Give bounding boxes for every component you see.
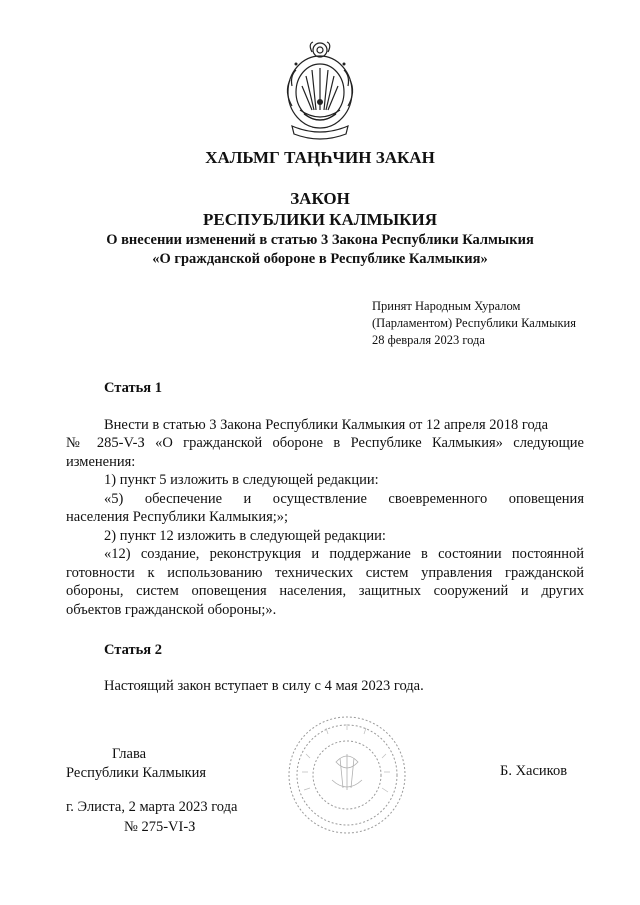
adoption-line-1: Принят Народным Хуралом — [372, 299, 521, 313]
art1-p5-l2: готовности к использованию технических систем управления гражданской — [66, 564, 584, 581]
art1-p1-l2: № 285-V-З «О гражданской обороне в Республике Калмыкия» следующие — [66, 435, 584, 451]
art1-p5-l4: объектов гражданской обороны;». — [66, 601, 277, 618]
subtitle-line-2: «О гражданской обороне в Республике Калмыкия» — [152, 251, 488, 267]
adoption-line-2: (Парламентом) Республики Калмыкия — [372, 316, 576, 330]
article-2-text: Настоящий закон вступает в силу с 4 мая 2023 года. — [104, 678, 424, 694]
art1-p2: 1) пункт 5 изложить в следующей редакции: — [104, 472, 379, 488]
law-title — [0, 188, 640, 230]
art1-p3-l1: «5) обеспечение и осуществление своевременного оповещения — [104, 490, 584, 507]
signatory-role-line-1: Глава — [112, 746, 147, 762]
art1-p1-l3: изменения: — [66, 453, 136, 470]
signatory-name: Б. Хасиков — [500, 763, 568, 779]
adoption-note — [372, 298, 576, 349]
article-1-heading: Статья 1 — [104, 380, 162, 396]
art1-p5-l3: обороны, систем оповещения населения, защитных сооружений и других — [66, 583, 584, 599]
art1-p5-l1: «12) создание, реконструкция и поддержание в состоянии постоянной — [104, 546, 584, 562]
article-1-body — [104, 416, 584, 435]
art1-p1-l1: Внести в статью 3 Закона Республики Калмыкия от 12 апреля 2018 года — [104, 417, 549, 433]
law-title-line-1: ЗАКОН — [290, 189, 350, 208]
signatory-role-line-2: Республики Калмыкия — [66, 765, 207, 781]
subtitle-line-1: О внесении изменений в статью 3 Закона Республики Калмыкия — [106, 232, 534, 248]
official-stamp-icon — [286, 714, 408, 836]
art1-line — [104, 416, 584, 435]
law-number: № 275-VI-З — [124, 819, 196, 835]
article-1-body-cont — [66, 434, 584, 619]
place-date: г. Элиста, 2 марта 2023 года — [66, 799, 238, 815]
law-title-kalmyk: ХАЛЬМГ ТАҢҺЧИН ЗАКАН — [205, 148, 435, 167]
coat-of-arms-icon — [282, 40, 358, 144]
art1-p3-l2: населения Республики Калмыкия;»; — [66, 509, 289, 525]
adoption-line-3: 28 февраля 2023 года — [372, 333, 485, 347]
art1-p4: 2) пункт 12 изложить в следующей редакции: — [104, 527, 386, 544]
article-2-heading: Статья 2 — [104, 642, 162, 658]
law-title-line-2: РЕСПУБЛИКИ КАЛМЫКИЯ — [202, 210, 438, 229]
law-subtitle — [0, 231, 640, 269]
